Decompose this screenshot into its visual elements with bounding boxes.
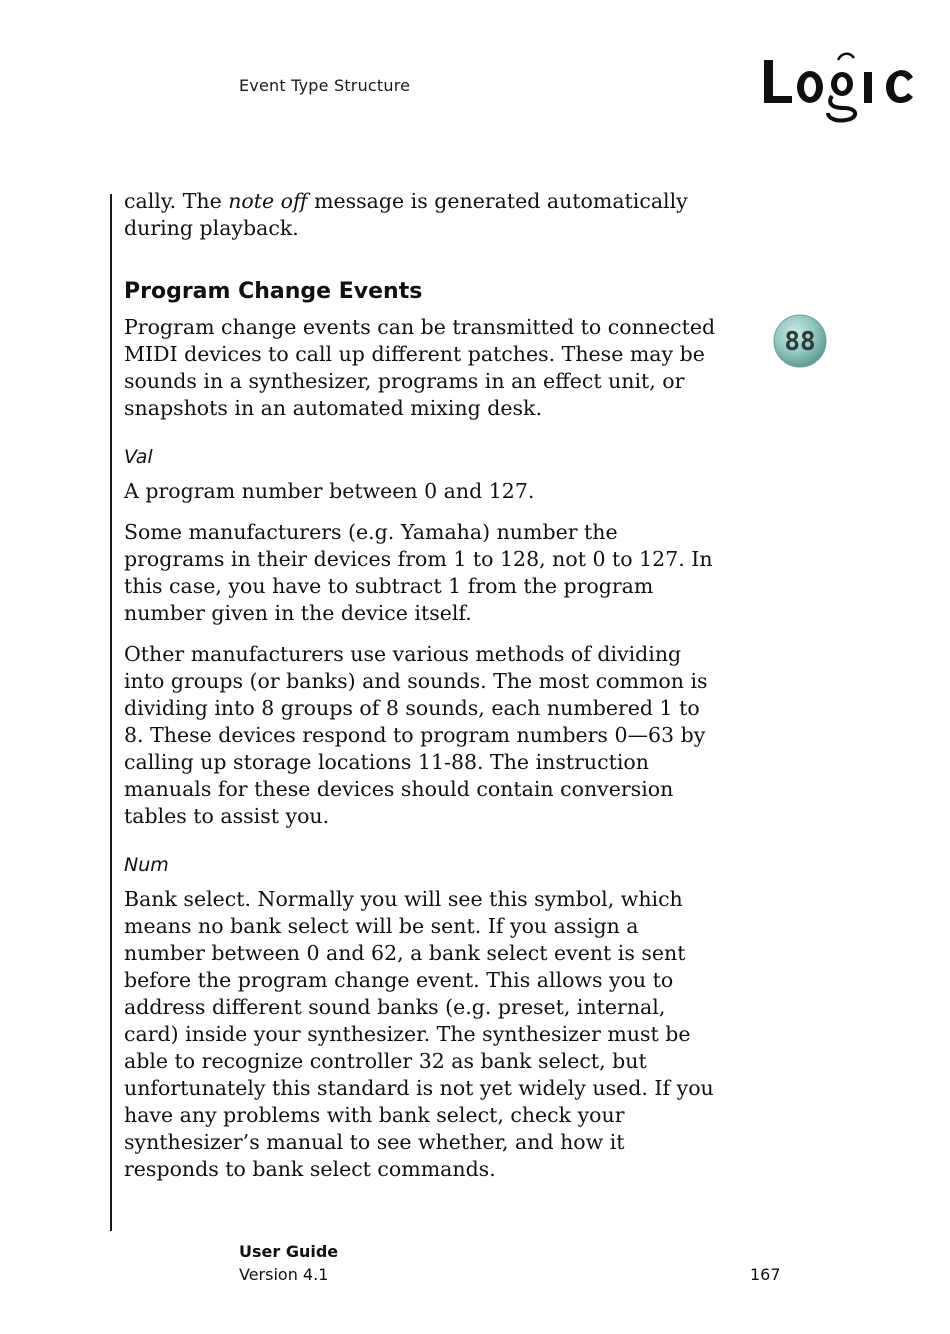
note-off-term: note off xyxy=(228,189,308,213)
val-label: Val xyxy=(124,446,153,468)
logic-logo-graphic xyxy=(758,46,923,128)
val-paragraph-3: Other manufacturers use various methods of dividing into groups (or banks) and sounds. The most common is dividing into 8 groups of 8 sounds, each numbered 1 to 8. These devices respond to program numbers 0—63 by calling up storage locations 11-88. The instruction manuals for these devices should contain conversion tables to assist you. xyxy=(124,642,708,828)
description-paragraph: Program change events can be transmitted to connected MIDI devices to call up different patches. These may be sounds in a synthesizer, programs in an effect unit, or snapshots in an automated mixing desk. xyxy=(124,315,716,420)
footer-guide: User Guide xyxy=(239,1242,339,1261)
num-paragraph: Bank select. Normally you will see this symbol, which means no bank select will be sent. If you assign a number between 0 and 62, a bank select event is sent before the program change event. This allows you to address different sound banks (e.g. preset, internal, card) inside your synthesizer. The synthesizer must be able to recognize controller 32 as bank select, but unfortunately this standard is not yet widely used. If you have any problems with bank select, check your synthesizer’s manual to see whether, and how it responds to bank select commands. xyxy=(124,887,714,1181)
page-body xyxy=(124,188,724,1197)
num-label: Num xyxy=(124,854,169,876)
page-number: 167 xyxy=(750,1265,781,1284)
intro-text-start: cally. The xyxy=(124,189,229,213)
intro-text-end: message is generated automatically during playback. xyxy=(124,189,688,240)
section-heading: Program Change Events xyxy=(124,279,423,304)
val-paragraph-1: A program number between 0 and 127. xyxy=(124,479,535,503)
intro-paragraph xyxy=(124,188,724,242)
margin-rule xyxy=(110,194,112,1231)
icon-digits: 88 xyxy=(784,327,816,357)
logic-logo xyxy=(758,46,923,128)
page-header-title: Event Type Structure xyxy=(239,76,411,95)
footer-version: Version 4.1 xyxy=(239,1265,329,1284)
program-change-display-icon xyxy=(772,313,828,369)
val-paragraph-2: Some manufacturers (e.g. Yamaha) number the programs in their devices from 1 to 128, not 0 to 127. In this case, you have to subtract 1 from the program number given in the device itself. xyxy=(124,520,713,625)
